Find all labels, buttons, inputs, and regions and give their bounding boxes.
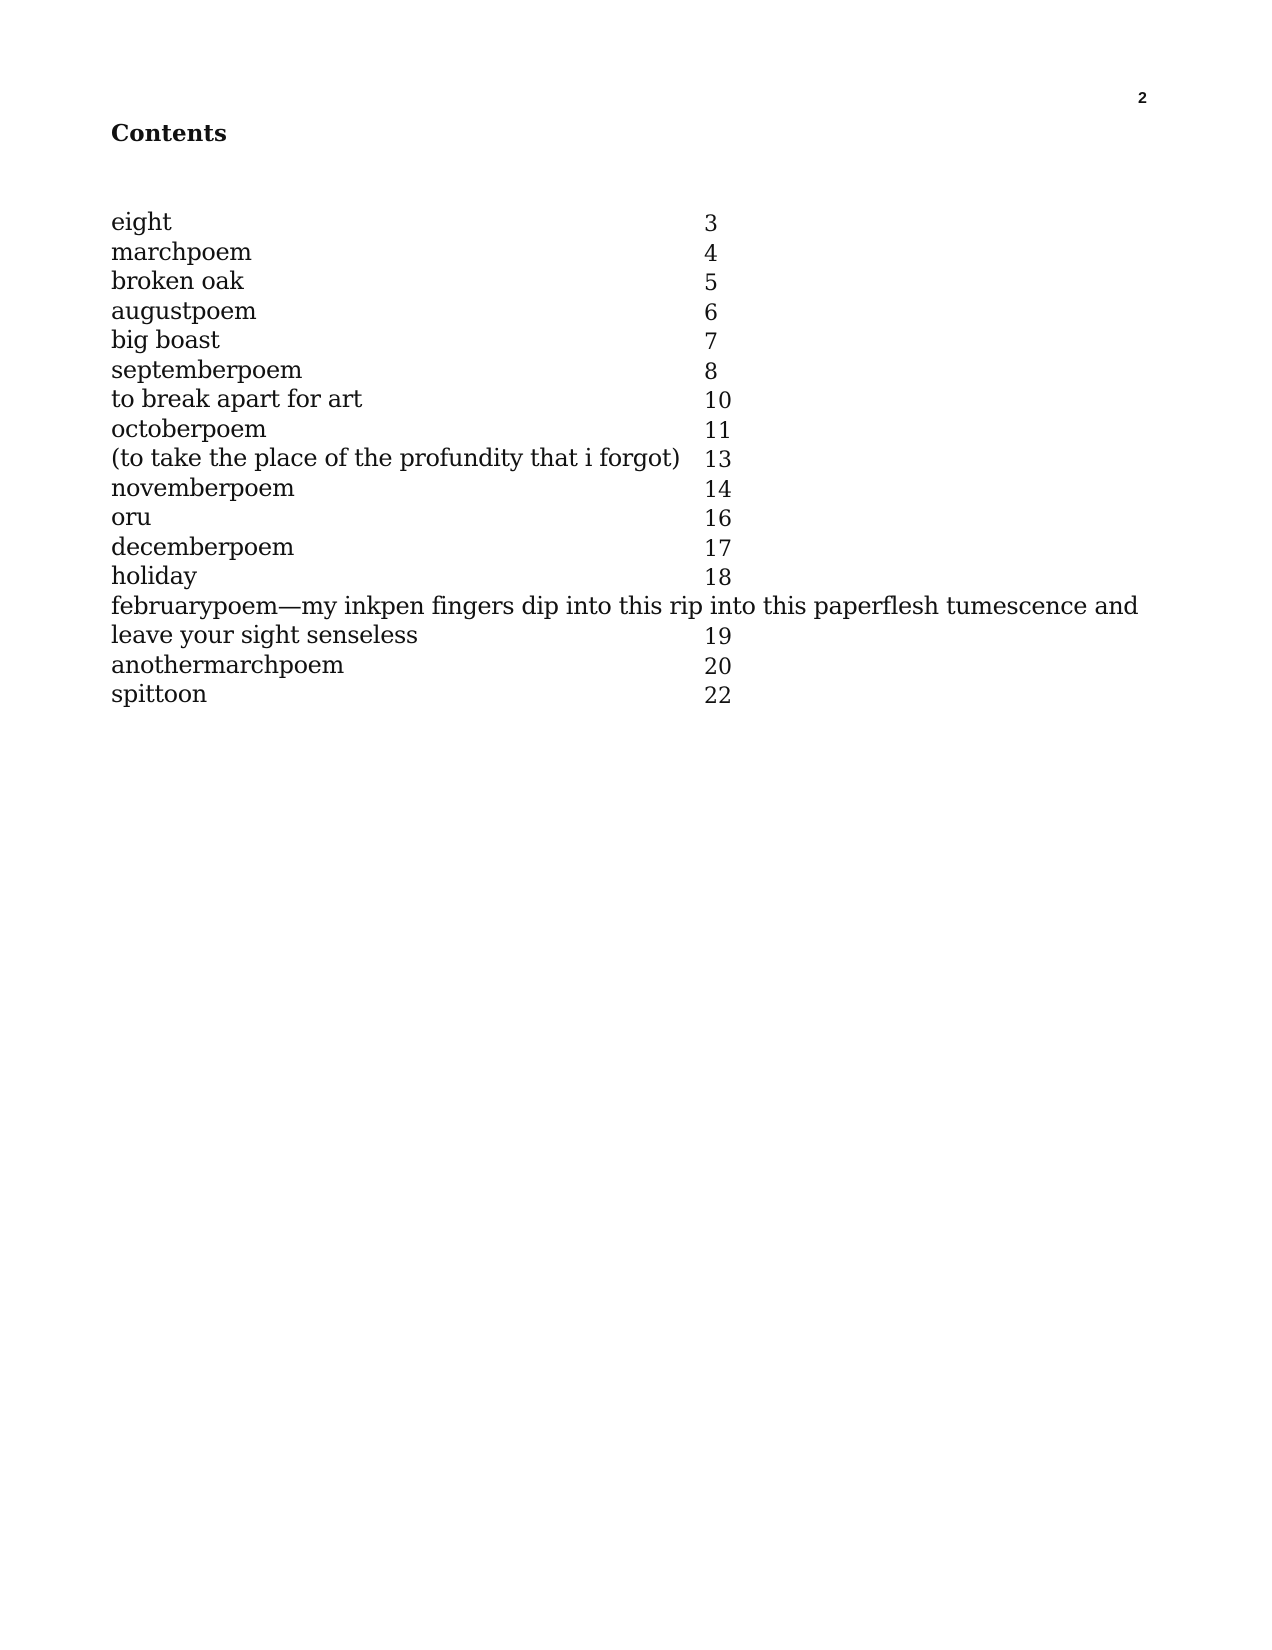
toc-entry-title: spittoon — [111, 680, 207, 708]
toc-entry[interactable] — [111, 238, 1191, 268]
toc-entry[interactable] — [111, 562, 1191, 592]
toc-entry[interactable] — [111, 356, 1191, 386]
toc-entry-page: 10 — [704, 389, 732, 414]
toc-entry-page: 6 — [704, 300, 718, 326]
toc-entry-title: marchpoem — [111, 237, 252, 266]
toc-entry[interactable] — [111, 385, 1191, 415]
toc-entry-title: octoberpoem — [111, 414, 267, 443]
page-number: 2 — [1138, 90, 1147, 107]
toc-entry-title: septemberpoem — [111, 355, 303, 384]
toc-entry[interactable] — [111, 680, 1191, 710]
toc-entry-title: (to take the place of the profundity that i forgot) — [111, 444, 681, 472]
toc-entry-title: holiday — [111, 562, 197, 590]
toc-entry[interactable] — [111, 592, 1191, 651]
toc-entry-page: 5 — [704, 271, 718, 296]
toc-entry[interactable] — [111, 503, 1191, 533]
toc-entry-title: oru — [111, 503, 152, 531]
toc-entry-page: 13 — [704, 448, 732, 473]
toc-entry-page: 18 — [704, 566, 732, 591]
toc-entry-page: 7 — [704, 330, 718, 355]
toc-entry-title: augustpoem — [111, 296, 257, 325]
toc-entry-page: 11 — [704, 418, 732, 444]
toc-entry-title: decemberpoem — [111, 532, 294, 561]
toc-entry-title: broken oak — [111, 267, 244, 295]
toc-entry-page: 19 — [704, 625, 732, 650]
toc-entry-title: eight — [111, 208, 172, 236]
toc-entry[interactable] — [111, 326, 1191, 356]
toc-entry-page: 22 — [704, 684, 732, 709]
contents-heading: Contents — [111, 120, 227, 147]
table-of-contents — [111, 208, 1191, 710]
toc-entry[interactable] — [111, 474, 1191, 504]
toc-entry[interactable] — [111, 208, 1191, 238]
toc-entry-title: anothermarchpoem — [111, 650, 344, 679]
toc-entry[interactable] — [111, 651, 1191, 681]
toc-entry-title-continued: leave your sight senseless — [111, 621, 418, 649]
toc-entry[interactable] — [111, 533, 1191, 563]
toc-entry[interactable] — [111, 267, 1191, 297]
toc-entry-page: 8 — [704, 359, 718, 385]
toc-entry-page: 20 — [704, 654, 732, 680]
toc-entry-title: februarypoem—my inkpen fingers dip into this rip into this paperflesh tumescence and — [111, 591, 1139, 620]
toc-entry[interactable] — [111, 444, 1191, 474]
toc-entry-page: 4 — [704, 241, 718, 267]
toc-entry[interactable] — [111, 415, 1191, 445]
toc-entry-page: 3 — [704, 212, 718, 237]
toc-entry[interactable] — [111, 297, 1191, 327]
toc-entry-page: 14 — [704, 477, 732, 503]
toc-entry-title: big boast — [111, 326, 220, 354]
toc-entry-title: novemberpoem — [111, 473, 295, 502]
toc-entry-title: to break apart for art — [111, 385, 363, 413]
toc-entry-page: 16 — [704, 507, 732, 532]
toc-entry-page: 17 — [704, 536, 732, 562]
